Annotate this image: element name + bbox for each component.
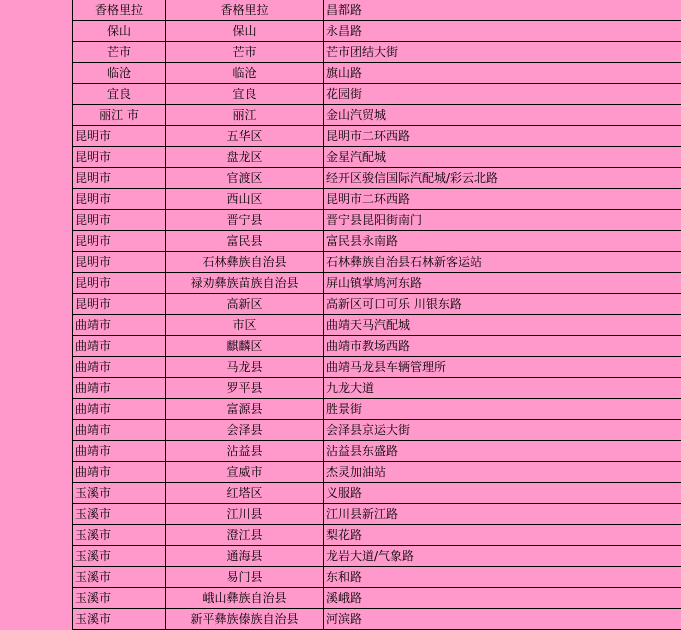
table-row [73, 252, 681, 273]
city-cell[interactable]: 昆明市 [73, 126, 166, 147]
district-cell[interactable]: 红塔区 [166, 483, 324, 504]
address-cell[interactable]: 石林彝族自治县石林新客运站 [324, 252, 681, 273]
table-row [73, 0, 681, 21]
address-cell[interactable]: 永昌路 [324, 21, 681, 42]
city-cell[interactable]: 保山 [73, 21, 166, 42]
table-row [73, 315, 681, 336]
table-row [73, 546, 681, 567]
city-cell[interactable]: 丽江 市 [73, 105, 166, 126]
address-cell[interactable]: 昆明市二环西路 [324, 126, 681, 147]
city-cell[interactable]: 昆明市 [73, 147, 166, 168]
district-cell[interactable]: 新平彝族傣族自治县 [166, 609, 324, 630]
district-cell[interactable]: 盘龙区 [166, 147, 324, 168]
table-row [73, 420, 681, 441]
district-cell[interactable]: 香格里拉 [166, 0, 324, 21]
address-cell[interactable]: 义服路 [324, 483, 681, 504]
city-cell[interactable]: 昆明市 [73, 168, 166, 189]
address-cell[interactable]: 沾益县东盛路 [324, 441, 681, 462]
table-row [73, 273, 681, 294]
city-cell[interactable]: 宜良 [73, 84, 166, 105]
city-cell[interactable]: 玉溪市 [73, 504, 166, 525]
district-cell[interactable]: 高新区 [166, 294, 324, 315]
district-cell[interactable]: 五华区 [166, 126, 324, 147]
address-cell[interactable]: 旗山路 [324, 63, 681, 84]
address-cell[interactable]: 芒市团结大街 [324, 42, 681, 63]
table-row [73, 588, 681, 609]
district-cell[interactable]: 宣威市 [166, 462, 324, 483]
city-cell[interactable]: 曲靖市 [73, 336, 166, 357]
city-cell[interactable]: 芒市 [73, 42, 166, 63]
district-cell[interactable]: 通海县 [166, 546, 324, 567]
city-cell[interactable]: 曲靖市 [73, 420, 166, 441]
district-cell[interactable]: 沾益县 [166, 441, 324, 462]
table-row [73, 21, 681, 42]
address-cell[interactable]: 梨花路 [324, 525, 681, 546]
city-cell[interactable]: 玉溪市 [73, 588, 166, 609]
table-row [73, 231, 681, 252]
address-cell[interactable]: 金山汽贸城 [324, 105, 681, 126]
table-body [73, 0, 681, 630]
table-row [73, 504, 681, 525]
city-cell[interactable]: 临沧 [73, 63, 166, 84]
table-row [73, 462, 681, 483]
table-row [73, 525, 681, 546]
district-cell[interactable]: 市区 [166, 315, 324, 336]
district-cell[interactable]: 富民县 [166, 231, 324, 252]
table-row [73, 357, 681, 378]
city-cell[interactable]: 玉溪市 [73, 567, 166, 588]
table-row [73, 399, 681, 420]
city-cell[interactable]: 玉溪市 [73, 525, 166, 546]
city-cell[interactable]: 昆明市 [73, 294, 166, 315]
address-cell[interactable]: 河滨路 [324, 609, 681, 630]
address-cell[interactable]: 高新区可口可乐 川银东路 [324, 294, 681, 315]
address-table [72, 0, 681, 630]
city-cell[interactable]: 曲靖市 [73, 378, 166, 399]
district-cell[interactable]: 马龙县 [166, 357, 324, 378]
address-cell[interactable]: 晋宁县昆阳街南门 [324, 210, 681, 231]
district-cell[interactable]: 西山区 [166, 189, 324, 210]
table-row [73, 336, 681, 357]
district-cell[interactable]: 丽江 [166, 105, 324, 126]
city-cell[interactable]: 曲靖市 [73, 315, 166, 336]
district-cell[interactable]: 易门县 [166, 567, 324, 588]
table-row [73, 483, 681, 504]
district-cell[interactable]: 石林彝族自治县 [166, 252, 324, 273]
city-cell[interactable]: 玉溪市 [73, 609, 166, 630]
address-cell[interactable]: 曲靖马龙县车辆管理所 [324, 357, 681, 378]
address-cell[interactable]: 会泽县京运大街 [324, 420, 681, 441]
district-cell[interactable]: 宜良 [166, 84, 324, 105]
table-row [73, 609, 681, 630]
district-cell[interactable]: 峨山彝族自治县 [166, 588, 324, 609]
city-cell[interactable]: 昆明市 [73, 231, 166, 252]
table-row [73, 42, 681, 63]
address-cell[interactable]: 曲靖天马汽配城 [324, 315, 681, 336]
city-cell[interactable]: 昆明市 [73, 210, 166, 231]
city-cell[interactable]: 昆明市 [73, 189, 166, 210]
district-cell[interactable]: 麒麟区 [166, 336, 324, 357]
table-row [73, 147, 681, 168]
table-row [73, 189, 681, 210]
district-cell[interactable]: 保山 [166, 21, 324, 42]
table-row [73, 105, 681, 126]
address-cell[interactable]: 杰灵加油站 [324, 462, 681, 483]
district-cell[interactable]: 会泽县 [166, 420, 324, 441]
district-cell[interactable]: 官渡区 [166, 168, 324, 189]
address-cell[interactable]: 江川县新江路 [324, 504, 681, 525]
address-cell[interactable]: 昆明市二环西路 [324, 189, 681, 210]
table-row [73, 441, 681, 462]
district-cell[interactable]: 芒市 [166, 42, 324, 63]
district-cell[interactable]: 澄江县 [166, 525, 324, 546]
table-row [73, 84, 681, 105]
address-cell[interactable]: 东和路 [324, 567, 681, 588]
table-row [73, 378, 681, 399]
address-cell[interactable]: 溪峨路 [324, 588, 681, 609]
table-row [73, 168, 681, 189]
city-cell[interactable]: 曲靖市 [73, 357, 166, 378]
address-cell[interactable]: 胜景街 [324, 399, 681, 420]
city-cell[interactable]: 香格里拉 [73, 0, 166, 21]
address-cell[interactable]: 昌都路 [324, 0, 681, 21]
address-cell[interactable]: 金星汽配城 [324, 147, 681, 168]
district-cell[interactable]: 罗平县 [166, 378, 324, 399]
address-cell[interactable]: 经开区骏信国际汽配城/彩云北路 [324, 168, 681, 189]
address-cell[interactable]: 屏山镇掌鸠河东路 [324, 273, 681, 294]
city-cell[interactable]: 昆明市 [73, 252, 166, 273]
city-cell[interactable]: 玉溪市 [73, 483, 166, 504]
city-cell[interactable]: 玉溪市 [73, 546, 166, 567]
district-cell[interactable]: 江川县 [166, 504, 324, 525]
city-cell[interactable]: 昆明市 [73, 273, 166, 294]
table-row [73, 126, 681, 147]
address-cell[interactable]: 曲靖市教场西路 [324, 336, 681, 357]
table-row [73, 210, 681, 231]
address-cell[interactable]: 龙岩大道/气象路 [324, 546, 681, 567]
table-row [73, 294, 681, 315]
city-cell[interactable]: 曲靖市 [73, 399, 166, 420]
district-cell[interactable]: 禄劝彝族苗族自治县 [166, 273, 324, 294]
city-cell[interactable]: 曲靖市 [73, 441, 166, 462]
address-cell[interactable]: 花园街 [324, 84, 681, 105]
city-cell[interactable]: 曲靖市 [73, 462, 166, 483]
district-cell[interactable]: 临沧 [166, 63, 324, 84]
district-cell[interactable]: 富源县 [166, 399, 324, 420]
table-row [73, 63, 681, 84]
table-row [73, 567, 681, 588]
address-cell[interactable]: 富民县永南路 [324, 231, 681, 252]
address-cell[interactable]: 九龙大道 [324, 378, 681, 399]
district-cell[interactable]: 晋宁县 [166, 210, 324, 231]
